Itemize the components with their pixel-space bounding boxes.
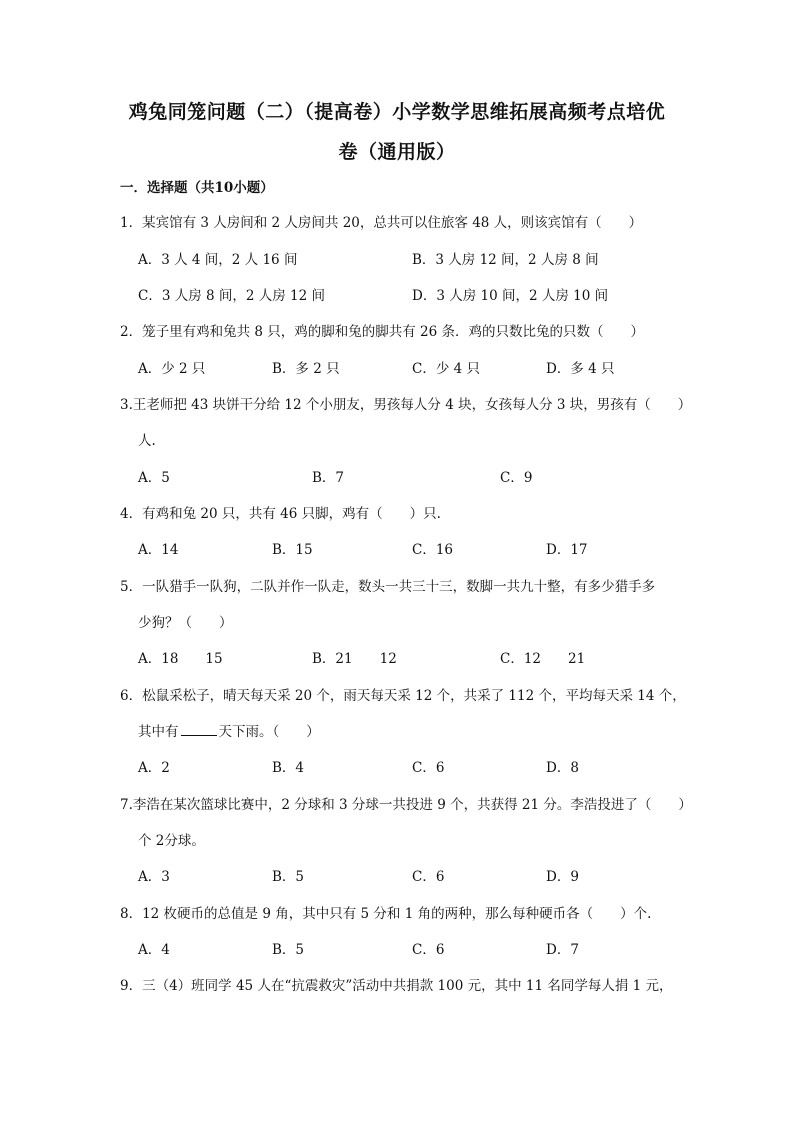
question-7-stem-cont: 个 2分球。 — [138, 833, 205, 849]
answer-blank — [181, 723, 217, 736]
question-2-option-a: A．少 2 只 — [138, 361, 206, 377]
question-1-option-d: D．3 人房 10 间，2 人房 10 间 — [412, 288, 609, 304]
question-5-option-b: B．21 12 — [312, 651, 397, 667]
question-2-option-b: B．多 2 只 — [272, 361, 340, 377]
section-heading: 一．选择题（共10小题） — [120, 180, 274, 196]
question-8-stem: 8．12 枚硬币的总值是 9 角，其中只有 5 分和 1 角的两种，那么每种硬币各（ ）个. — [120, 906, 652, 922]
question-4-stem: 4．有鸡和兔 20 只，共有 46 只脚，鸡有（ ）只. — [120, 506, 441, 522]
document-title-line1: 鸡兔同笼问题（二）（提高卷）小学数学思维拓展高频考点培优 — [128, 101, 666, 123]
question-2-option-d: D．多 4 只 — [546, 361, 615, 377]
question-8-option-b: B．5 — [272, 942, 305, 958]
question-6-option-b: B．4 — [272, 760, 305, 776]
question-3-stem: 3.王老师把 43 块饼干分给 12 个小朋友，男孩每人分 4 块，女孩每人分 3 块，男孩有（ ） — [120, 397, 692, 413]
question-5-stem: 5．一队猎手一队狗，二队并作一队走，数头一共三十三，数脚一共九十整，有多少猎手多 — [120, 579, 656, 595]
question-7-stem: 7.李浩在某次篮球比赛中，2 分球和 3 分球一共投进 9 个，共获得 21 分。李浩投进了（ ） — [120, 797, 692, 813]
question-9-stem: 9．三（4）班同学 45 人在“抗震救灾”活动中共捐款 100 元，其中 11 名同学每人捐 1 元， — [120, 978, 673, 994]
document-title-line2: 卷（通用版） — [338, 141, 456, 163]
question-4-option-c: C．16 — [412, 542, 454, 558]
question-8-option-d: D．7 — [546, 942, 579, 958]
question-5-option-c: C．12 21 — [500, 651, 586, 667]
question-3-option-b: B．7 — [312, 470, 345, 486]
question-6-option-c: C．6 — [412, 760, 445, 776]
question-6-option-d: D．8 — [546, 760, 579, 776]
question-5-stem-cont: 少狗？（ ） — [138, 615, 233, 631]
question-3-option-a: A．5 — [138, 470, 170, 486]
question-8-option-c: C．6 — [412, 942, 445, 958]
question-7-option-a: A．3 — [138, 869, 170, 885]
question-1-option-a: A．3 人 4 间，2 人 16 间 — [138, 252, 298, 268]
question-6-stem-before-blank: 其中有 — [138, 724, 179, 740]
question-8-option-a: A．4 — [138, 942, 170, 958]
question-1-stem: 1．某宾馆有 3 人房间和 2 人房间共 20，总共可以住旅客 48 人，则该宾馆有（ ） — [120, 215, 643, 231]
question-2-option-c: C．少 4 只 — [412, 361, 481, 377]
question-4-option-b: B．15 — [272, 542, 313, 558]
question-1-option-b: B．3 人房 12 间，2 人房 8 间 — [412, 252, 599, 268]
question-1-option-c: C．3 人房 8 间，2 人房 12 间 — [138, 288, 326, 304]
question-4-option-a: A．14 — [138, 542, 179, 558]
question-6-stem-after-blank: 天下雨。（ ） — [218, 724, 320, 740]
question-6-stem-cont — [138, 720, 320, 740]
question-6-stem: 6．松鼠采松子，晴天每天采 20 个，雨天每天采 12 个，共采了 112 个，平均每天采 14 个， — [120, 688, 686, 704]
question-7-option-d: D．9 — [546, 869, 579, 885]
question-7-option-b: B．5 — [272, 869, 305, 885]
question-3-option-c: C．9 — [500, 470, 533, 486]
question-5-option-a: A．18 15 — [138, 651, 223, 667]
question-6-option-a: A．2 — [138, 760, 170, 776]
question-7-option-c: C．6 — [412, 869, 445, 885]
question-4-option-d: D．17 — [546, 542, 588, 558]
question-3-stem-cont: 人. — [138, 433, 156, 449]
question-2-stem: 2．笼子里有鸡和兔共 8 只，鸡的脚和兔的脚共有 26 条．鸡的只数比兔的只数（ ） — [120, 324, 645, 340]
